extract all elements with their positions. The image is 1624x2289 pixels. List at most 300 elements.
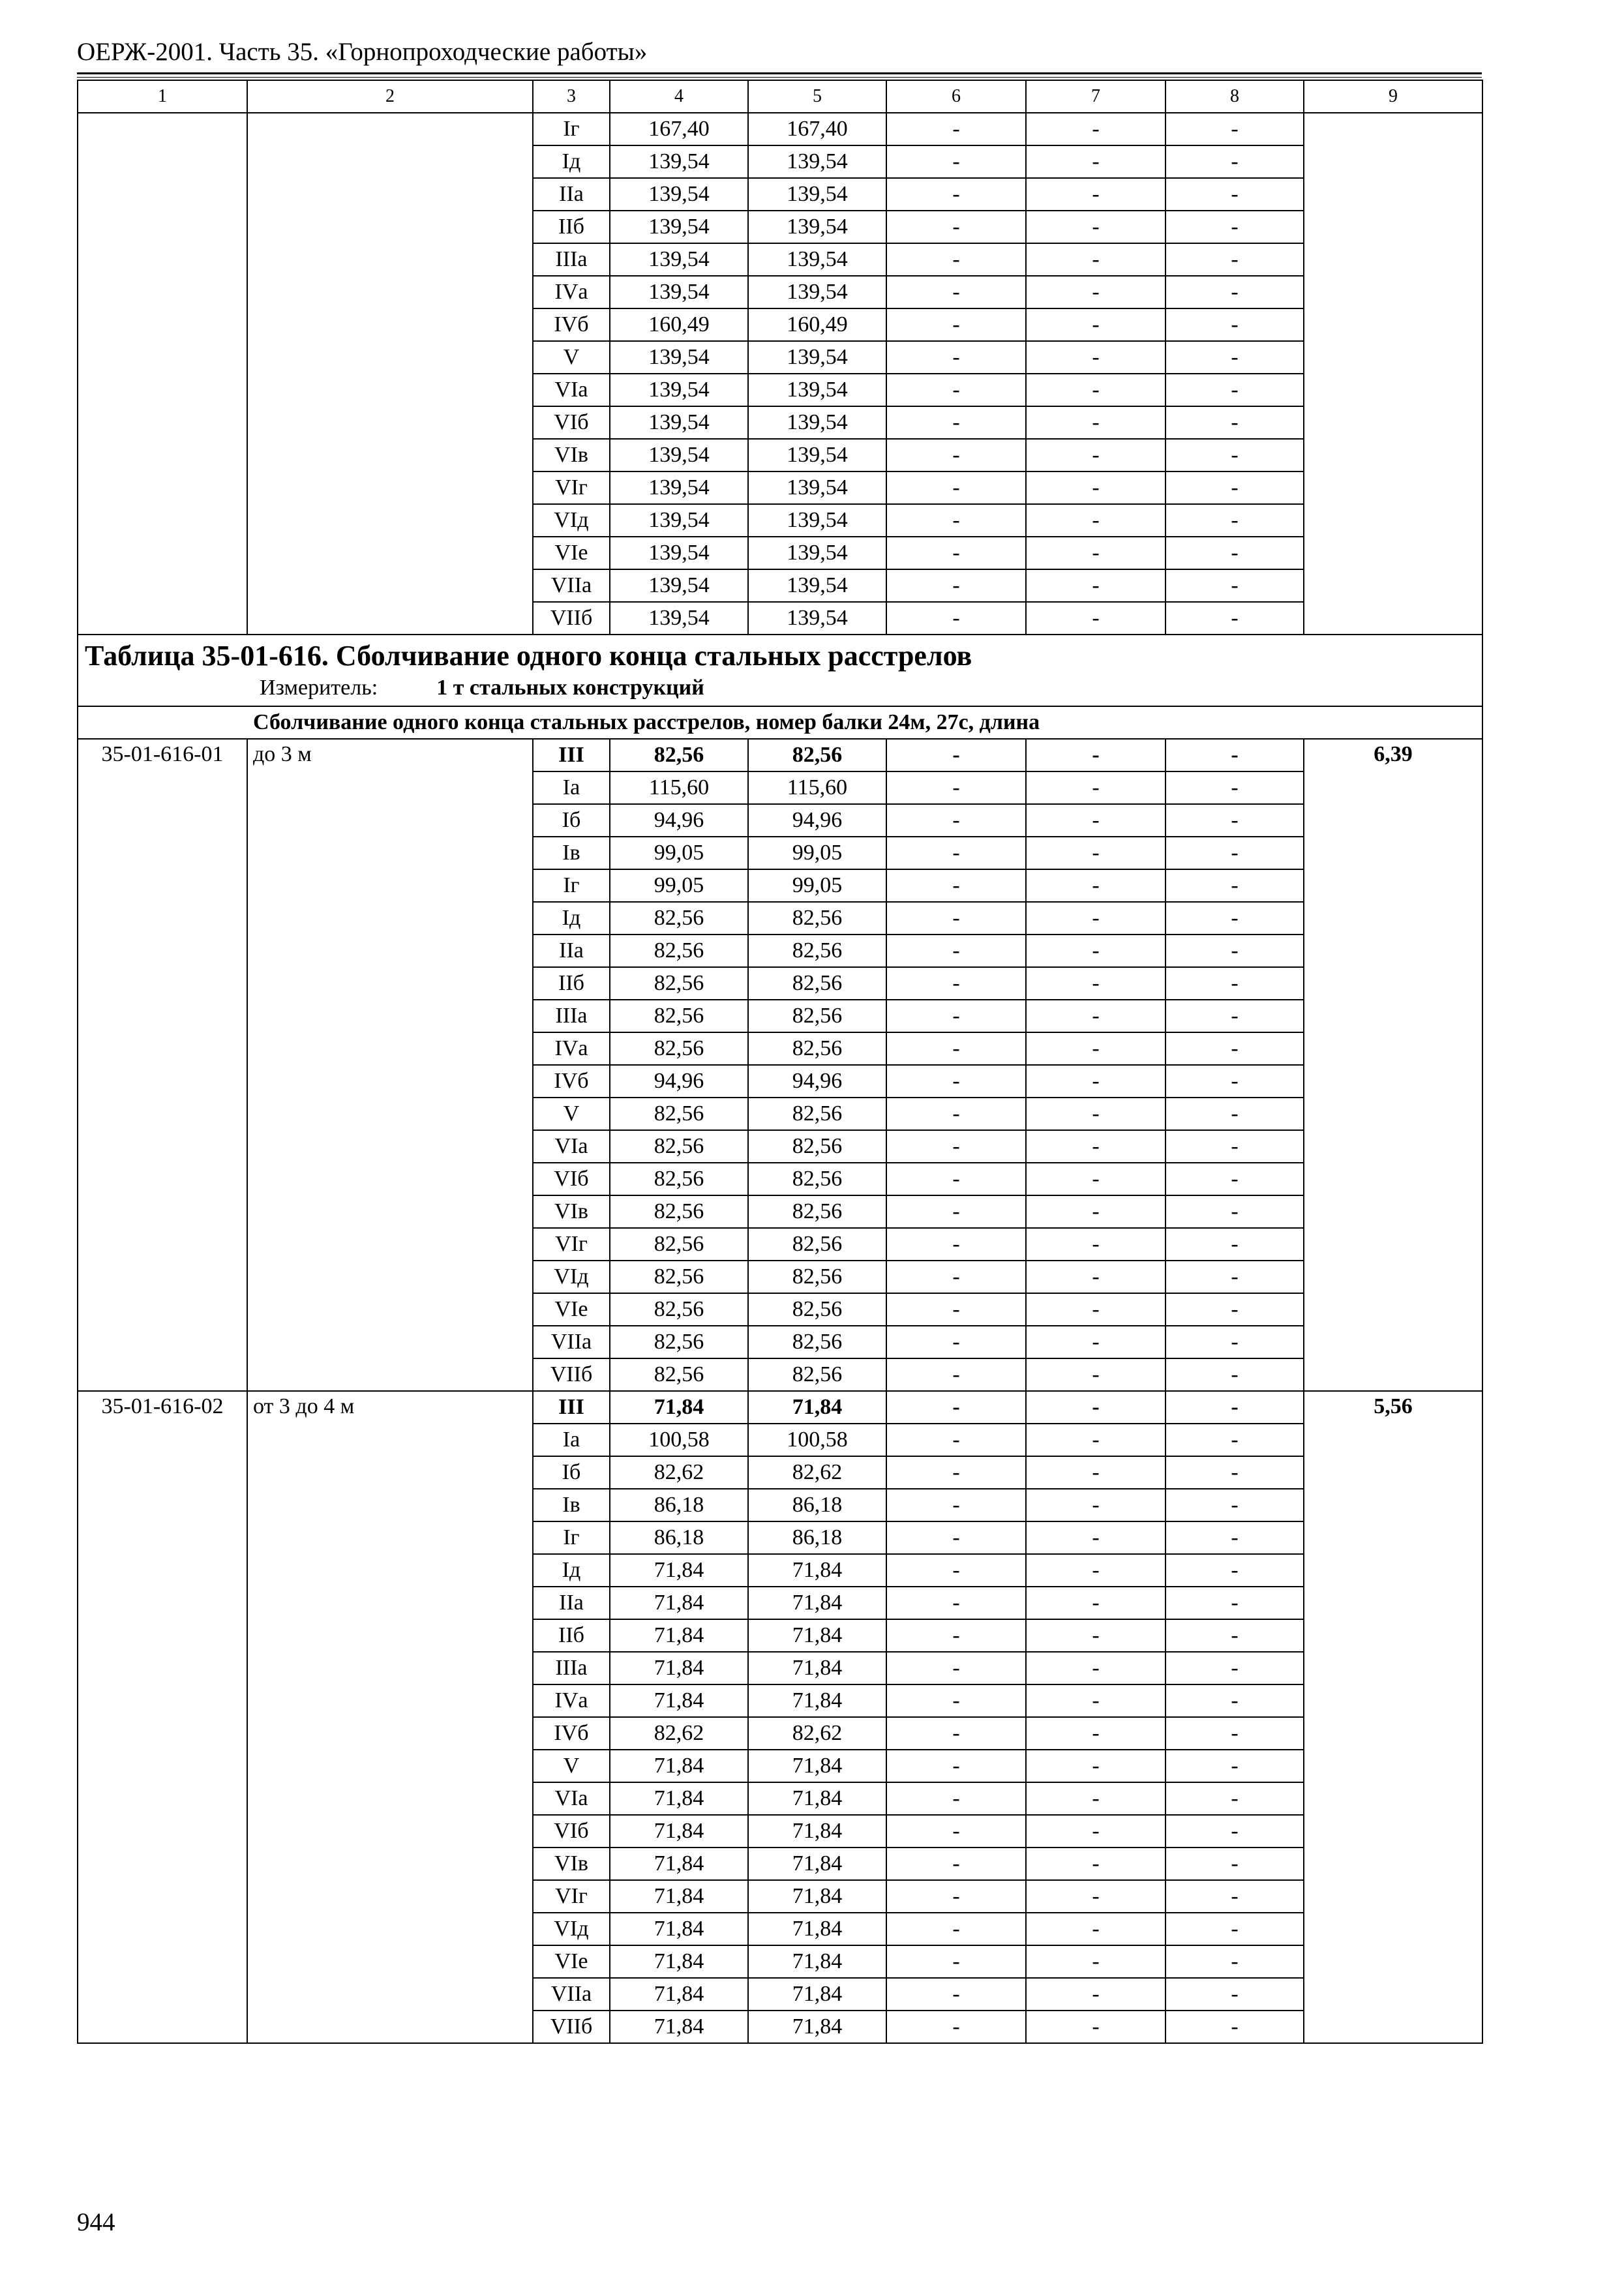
value-cell: - <box>1026 1489 1165 1521</box>
value-cell: 139,54 <box>610 569 748 602</box>
category-cell: VIг <box>533 1880 610 1913</box>
category-cell: Iд <box>533 1554 610 1587</box>
value-cell: 139,54 <box>610 406 748 439</box>
value-cell: - <box>886 439 1026 471</box>
value-cell: 139,54 <box>610 341 748 374</box>
measure-value: 1 т стальных конструкций <box>436 676 704 700</box>
category-cell: VIIа <box>533 1978 610 2011</box>
header-rule-thin <box>77 77 1482 78</box>
value-cell: - <box>1026 178 1165 211</box>
value-cell: - <box>886 967 1026 1000</box>
value-cell: - <box>1026 2011 1165 2043</box>
category-cell: IVа <box>533 1032 610 1065</box>
value-cell: - <box>886 1619 1026 1652</box>
value-cell: 139,54 <box>748 602 886 635</box>
value-cell: - <box>886 1000 1026 1032</box>
category-cell: V <box>533 1750 610 1782</box>
value-cell: - <box>1026 902 1165 935</box>
value-cell: - <box>1165 837 1304 869</box>
value-cell: 71,84 <box>748 1750 886 1782</box>
value-cell: 82,56 <box>748 1000 886 1032</box>
column-number: 3 <box>533 80 610 113</box>
measure-label: Измеритель: <box>260 676 378 700</box>
value-cell: - <box>1026 1782 1165 1815</box>
value-cell: 99,05 <box>748 869 886 902</box>
category-cell: V <box>533 1098 610 1130</box>
value-cell: - <box>1026 1880 1165 1913</box>
table-row <box>78 739 1482 771</box>
value-cell: 139,54 <box>610 145 748 178</box>
value-cell: - <box>1165 1065 1304 1098</box>
value-cell: - <box>886 1358 1026 1391</box>
value-cell: - <box>1165 1130 1304 1163</box>
value-cell: - <box>886 869 1026 902</box>
value-cell: - <box>1165 243 1304 276</box>
value-cell: - <box>886 1684 1026 1717</box>
value-cell: 139,54 <box>748 276 886 308</box>
value-cell: - <box>1026 1913 1165 1945</box>
value-cell: 160,49 <box>748 308 886 341</box>
value-cell: - <box>1165 374 1304 406</box>
value-cell: - <box>886 1587 1026 1619</box>
value-cell: - <box>886 1032 1026 1065</box>
value-cell: 82,56 <box>610 1261 748 1293</box>
value-cell: 82,56 <box>610 1000 748 1032</box>
category-cell: IIа <box>533 935 610 967</box>
value-cell: 71,84 <box>610 1619 748 1652</box>
value-cell: - <box>1165 1619 1304 1652</box>
value-cell: - <box>1026 308 1165 341</box>
value-cell: - <box>1165 406 1304 439</box>
rate-description: от 3 до 4 м <box>247 1391 533 2043</box>
value-cell: - <box>1026 113 1165 145</box>
section-title: Таблица 35-01-616. Сболчивание одного конца стальных расстрелов <box>85 640 972 672</box>
value-cell: - <box>886 1521 1026 1554</box>
value-cell: 82,56 <box>610 1293 748 1326</box>
value-cell: - <box>886 471 1026 504</box>
value-cell: - <box>886 113 1026 145</box>
category-cell: IVа <box>533 276 610 308</box>
value-cell: - <box>886 771 1026 804</box>
value-cell: - <box>886 739 1026 771</box>
value-cell: - <box>1165 537 1304 569</box>
value-cell: - <box>1026 504 1165 537</box>
value-cell: 82,56 <box>748 1358 886 1391</box>
value-cell: 100,58 <box>748 1424 886 1456</box>
column-number: 5 <box>748 80 886 113</box>
value-cell: - <box>1165 1195 1304 1228</box>
value-cell: - <box>886 1782 1026 1815</box>
value-cell: - <box>886 1848 1026 1880</box>
value-cell: - <box>886 1652 1026 1684</box>
value-cell: 82,62 <box>610 1717 748 1750</box>
category-cell: VIб <box>533 1163 610 1195</box>
value-cell: 139,54 <box>610 243 748 276</box>
value-cell: 71,84 <box>748 1815 886 1848</box>
value-cell: 86,18 <box>610 1489 748 1521</box>
category-cell: VIд <box>533 504 610 537</box>
category-cell: VIа <box>533 1782 610 1815</box>
value-cell: - <box>1165 1391 1304 1424</box>
value-cell: 94,96 <box>610 804 748 837</box>
value-cell: 71,84 <box>610 1554 748 1587</box>
value-cell: - <box>1165 145 1304 178</box>
value-cell: 82,56 <box>610 1098 748 1130</box>
value-cell: 71,84 <box>748 1848 886 1880</box>
value-cell: 71,84 <box>748 1913 886 1945</box>
category-cell: III <box>533 739 610 771</box>
category-cell: VIIб <box>533 602 610 635</box>
value-cell: 86,18 <box>748 1521 886 1554</box>
category-cell: Iв <box>533 837 610 869</box>
column-number: 9 <box>1304 80 1482 113</box>
value-cell: 139,54 <box>610 471 748 504</box>
value-cell: - <box>886 276 1026 308</box>
category-cell: VIе <box>533 1293 610 1326</box>
value-cell: - <box>1026 804 1165 837</box>
value-cell: - <box>1026 1000 1165 1032</box>
category-cell: IVб <box>533 1065 610 1098</box>
value-cell: - <box>886 1880 1026 1913</box>
value-cell: - <box>1026 1521 1165 1554</box>
value-cell: - <box>886 1717 1026 1750</box>
value-cell: 71,84 <box>610 1684 748 1717</box>
category-cell: VIIа <box>533 1326 610 1358</box>
value-cell: 167,40 <box>610 113 748 145</box>
category-cell: Iб <box>533 1456 610 1489</box>
value-cell: 71,84 <box>610 1391 748 1424</box>
value-cell: - <box>1026 1456 1165 1489</box>
value-cell: - <box>1165 1489 1304 1521</box>
value-cell: - <box>886 537 1026 569</box>
value-cell: 139,54 <box>610 537 748 569</box>
value-cell: 82,56 <box>610 935 748 967</box>
value-cell: - <box>1026 1358 1165 1391</box>
value-cell: - <box>886 1945 1026 1978</box>
value-cell: - <box>1026 374 1165 406</box>
value-cell: - <box>886 308 1026 341</box>
value-cell: - <box>1026 1424 1165 1456</box>
rate-col9: 6,39 <box>1304 739 1482 1391</box>
value-cell: 71,84 <box>748 1554 886 1587</box>
value-cell: - <box>1026 967 1165 1000</box>
value-cell: - <box>886 602 1026 635</box>
value-cell: 139,54 <box>748 569 886 602</box>
category-cell: IIIа <box>533 1652 610 1684</box>
value-cell: - <box>1165 569 1304 602</box>
value-cell: - <box>886 504 1026 537</box>
category-cell: VIе <box>533 1945 610 1978</box>
rates-table <box>77 80 1483 2044</box>
value-cell: - <box>886 804 1026 837</box>
value-cell: 82,56 <box>610 1163 748 1195</box>
value-cell: 139,54 <box>748 145 886 178</box>
value-cell: 94,96 <box>610 1065 748 1098</box>
category-cell: IIб <box>533 1619 610 1652</box>
value-cell: - <box>1165 902 1304 935</box>
column-number: 4 <box>610 80 748 113</box>
value-cell: - <box>886 1293 1026 1326</box>
value-cell: 71,84 <box>610 2011 748 2043</box>
value-cell: - <box>1026 1391 1165 1424</box>
value-cell: 139,54 <box>748 537 886 569</box>
value-cell: - <box>1165 308 1304 341</box>
value-cell: - <box>1165 504 1304 537</box>
value-cell: 139,54 <box>748 504 886 537</box>
value-cell: 100,58 <box>610 1424 748 1456</box>
value-cell: 82,56 <box>748 1261 886 1293</box>
value-cell: - <box>1026 837 1165 869</box>
value-cell: 115,60 <box>748 771 886 804</box>
value-cell: - <box>1026 1652 1165 1684</box>
value-cell: - <box>1165 1163 1304 1195</box>
value-cell: 139,54 <box>610 276 748 308</box>
value-cell: - <box>1026 276 1165 308</box>
value-cell: 71,84 <box>748 1880 886 1913</box>
value-cell: - <box>1165 1032 1304 1065</box>
value-cell: - <box>1026 1326 1165 1358</box>
header-rule <box>77 72 1482 74</box>
value-cell: - <box>886 1065 1026 1098</box>
value-cell: - <box>1165 2011 1304 2043</box>
value-cell: - <box>1165 1848 1304 1880</box>
value-cell: 71,84 <box>748 1782 886 1815</box>
value-cell: - <box>886 1098 1026 1130</box>
value-cell: - <box>1165 869 1304 902</box>
rate-code: 35-01-616-02 <box>78 1391 247 2043</box>
value-cell: - <box>886 1163 1026 1195</box>
value-cell: 82,62 <box>748 1456 886 1489</box>
value-cell: - <box>1026 1130 1165 1163</box>
category-cell: IIб <box>533 967 610 1000</box>
column-number-row <box>78 80 1482 113</box>
value-cell: - <box>1026 341 1165 374</box>
category-cell: Iг <box>533 869 610 902</box>
column-number: 1 <box>78 80 247 113</box>
value-cell: - <box>1165 113 1304 145</box>
value-cell: 99,05 <box>610 837 748 869</box>
column-number: 7 <box>1026 80 1165 113</box>
value-cell: - <box>1165 739 1304 771</box>
value-cell: 82,62 <box>610 1456 748 1489</box>
category-cell: VIд <box>533 1913 610 1945</box>
value-cell: - <box>886 1913 1026 1945</box>
value-cell: - <box>1026 1554 1165 1587</box>
value-cell: 139,54 <box>610 178 748 211</box>
value-cell: - <box>1026 537 1165 569</box>
value-cell: - <box>1026 211 1165 243</box>
value-cell: 71,84 <box>748 1684 886 1717</box>
value-cell: - <box>1165 1293 1304 1326</box>
value-cell: - <box>886 1815 1026 1848</box>
value-cell: - <box>1165 276 1304 308</box>
column-number: 2 <box>247 80 533 113</box>
value-cell: - <box>886 1391 1026 1424</box>
value-cell: - <box>1165 1424 1304 1456</box>
category-cell: IVа <box>533 1684 610 1717</box>
value-cell: 82,56 <box>748 739 886 771</box>
value-cell: - <box>1165 1326 1304 1358</box>
value-cell: 71,84 <box>610 1782 748 1815</box>
value-cell: 86,18 <box>610 1521 748 1554</box>
value-cell: 115,60 <box>610 771 748 804</box>
category-cell: VIв <box>533 1848 610 1880</box>
value-cell: - <box>1026 1065 1165 1098</box>
value-cell: 71,84 <box>748 2011 886 2043</box>
value-cell: - <box>1026 1228 1165 1261</box>
category-cell: VIб <box>533 1815 610 1848</box>
value-cell: - <box>1165 804 1304 837</box>
value-cell: - <box>1165 1750 1304 1782</box>
value-cell: - <box>1165 771 1304 804</box>
value-cell: - <box>886 1326 1026 1358</box>
value-cell: - <box>1165 935 1304 967</box>
value-cell: 82,56 <box>748 1163 886 1195</box>
value-cell: 82,56 <box>748 1228 886 1261</box>
value-cell: 94,96 <box>748 804 886 837</box>
value-cell: - <box>1165 471 1304 504</box>
value-cell: - <box>1165 967 1304 1000</box>
category-cell: Iв <box>533 1489 610 1521</box>
section-subtitle-row <box>78 706 1482 739</box>
value-cell: - <box>1026 471 1165 504</box>
category-cell: III <box>533 1391 610 1424</box>
value-cell: - <box>1026 1587 1165 1619</box>
value-cell: - <box>886 902 1026 935</box>
value-cell: - <box>1026 1684 1165 1717</box>
category-cell: IIа <box>533 1587 610 1619</box>
value-cell: - <box>1026 243 1165 276</box>
value-cell: - <box>886 145 1026 178</box>
value-cell: - <box>1165 1261 1304 1293</box>
value-cell: 71,84 <box>610 1750 748 1782</box>
description-cell <box>247 113 533 635</box>
value-cell: - <box>1026 869 1165 902</box>
value-cell: - <box>1165 1456 1304 1489</box>
value-cell: - <box>1026 1978 1165 2011</box>
category-cell: IIа <box>533 178 610 211</box>
value-cell: 99,05 <box>748 837 886 869</box>
value-cell: - <box>1165 1358 1304 1391</box>
value-cell: 82,56 <box>748 1032 886 1065</box>
value-cell: 82,56 <box>748 1326 886 1358</box>
value-cell: - <box>1165 602 1304 635</box>
value-cell: 71,84 <box>748 1391 886 1424</box>
category-cell: VIг <box>533 471 610 504</box>
value-cell: - <box>1026 1717 1165 1750</box>
value-cell: - <box>886 178 1026 211</box>
value-cell: - <box>886 1554 1026 1587</box>
value-cell: 82,56 <box>748 1293 886 1326</box>
value-cell: - <box>1165 1880 1304 1913</box>
value-cell: 82,56 <box>610 739 748 771</box>
value-cell: - <box>1165 211 1304 243</box>
col9-cell <box>1304 113 1482 635</box>
value-cell: - <box>1026 1098 1165 1130</box>
value-cell: 71,84 <box>610 1815 748 1848</box>
value-cell: - <box>1165 1978 1304 2011</box>
value-cell: - <box>1026 1195 1165 1228</box>
category-cell: Iб <box>533 804 610 837</box>
value-cell: 71,84 <box>610 1913 748 1945</box>
value-cell: 139,54 <box>610 211 748 243</box>
value-cell: - <box>1165 1521 1304 1554</box>
value-cell: - <box>1165 1587 1304 1619</box>
value-cell: - <box>1165 1684 1304 1717</box>
value-cell: 82,56 <box>610 1228 748 1261</box>
value-cell: - <box>886 374 1026 406</box>
category-cell: Iд <box>533 902 610 935</box>
category-cell: Iд <box>533 145 610 178</box>
value-cell: - <box>1026 1750 1165 1782</box>
value-cell: - <box>886 1750 1026 1782</box>
value-cell: 71,84 <box>610 1945 748 1978</box>
value-cell: - <box>886 1228 1026 1261</box>
value-cell: - <box>886 569 1026 602</box>
code-cell <box>78 113 247 635</box>
value-cell: 139,54 <box>610 602 748 635</box>
section-title-cell <box>78 635 1482 706</box>
value-cell: 71,84 <box>748 1587 886 1619</box>
category-cell: Iг <box>533 113 610 145</box>
value-cell: 82,56 <box>748 1098 886 1130</box>
value-cell: 82,56 <box>610 1326 748 1358</box>
value-cell: 71,84 <box>748 1978 886 2011</box>
category-cell: IVб <box>533 1717 610 1750</box>
value-cell: - <box>1026 602 1165 635</box>
category-cell: VIIб <box>533 2011 610 2043</box>
value-cell: - <box>1026 1619 1165 1652</box>
value-cell: - <box>1026 1848 1165 1880</box>
value-cell: - <box>1026 1815 1165 1848</box>
value-cell: 71,84 <box>610 1848 748 1880</box>
value-cell: - <box>886 1978 1026 2011</box>
value-cell: - <box>1026 406 1165 439</box>
value-cell: - <box>1165 1000 1304 1032</box>
value-cell: 160,49 <box>610 308 748 341</box>
page-number: 944 <box>77 2208 115 2236</box>
value-cell: - <box>1165 1945 1304 1978</box>
value-cell: - <box>1165 1098 1304 1130</box>
category-cell: VIе <box>533 537 610 569</box>
value-cell: 82,56 <box>748 935 886 967</box>
value-cell: 139,54 <box>610 504 748 537</box>
value-cell: 99,05 <box>610 869 748 902</box>
value-cell: - <box>1165 178 1304 211</box>
value-cell: - <box>886 837 1026 869</box>
value-cell: - <box>1026 739 1165 771</box>
value-cell: 167,40 <box>748 113 886 145</box>
value-cell: 82,56 <box>748 1130 886 1163</box>
value-cell: - <box>1165 1913 1304 1945</box>
category-cell: Iа <box>533 771 610 804</box>
value-cell: - <box>886 1489 1026 1521</box>
value-cell: 139,54 <box>748 243 886 276</box>
value-cell: 82,56 <box>610 1032 748 1065</box>
value-cell: 71,84 <box>748 1652 886 1684</box>
value-cell: - <box>886 1130 1026 1163</box>
value-cell: - <box>886 1195 1026 1228</box>
value-cell: 139,54 <box>748 439 886 471</box>
value-cell: - <box>1165 1815 1304 1848</box>
category-cell: VIIб <box>533 1358 610 1391</box>
value-cell: - <box>886 1261 1026 1293</box>
table-row <box>78 1391 1482 1424</box>
value-cell: - <box>1026 1261 1165 1293</box>
value-cell: 82,56 <box>748 967 886 1000</box>
value-cell: 94,96 <box>748 1065 886 1098</box>
value-cell: - <box>1026 1163 1165 1195</box>
